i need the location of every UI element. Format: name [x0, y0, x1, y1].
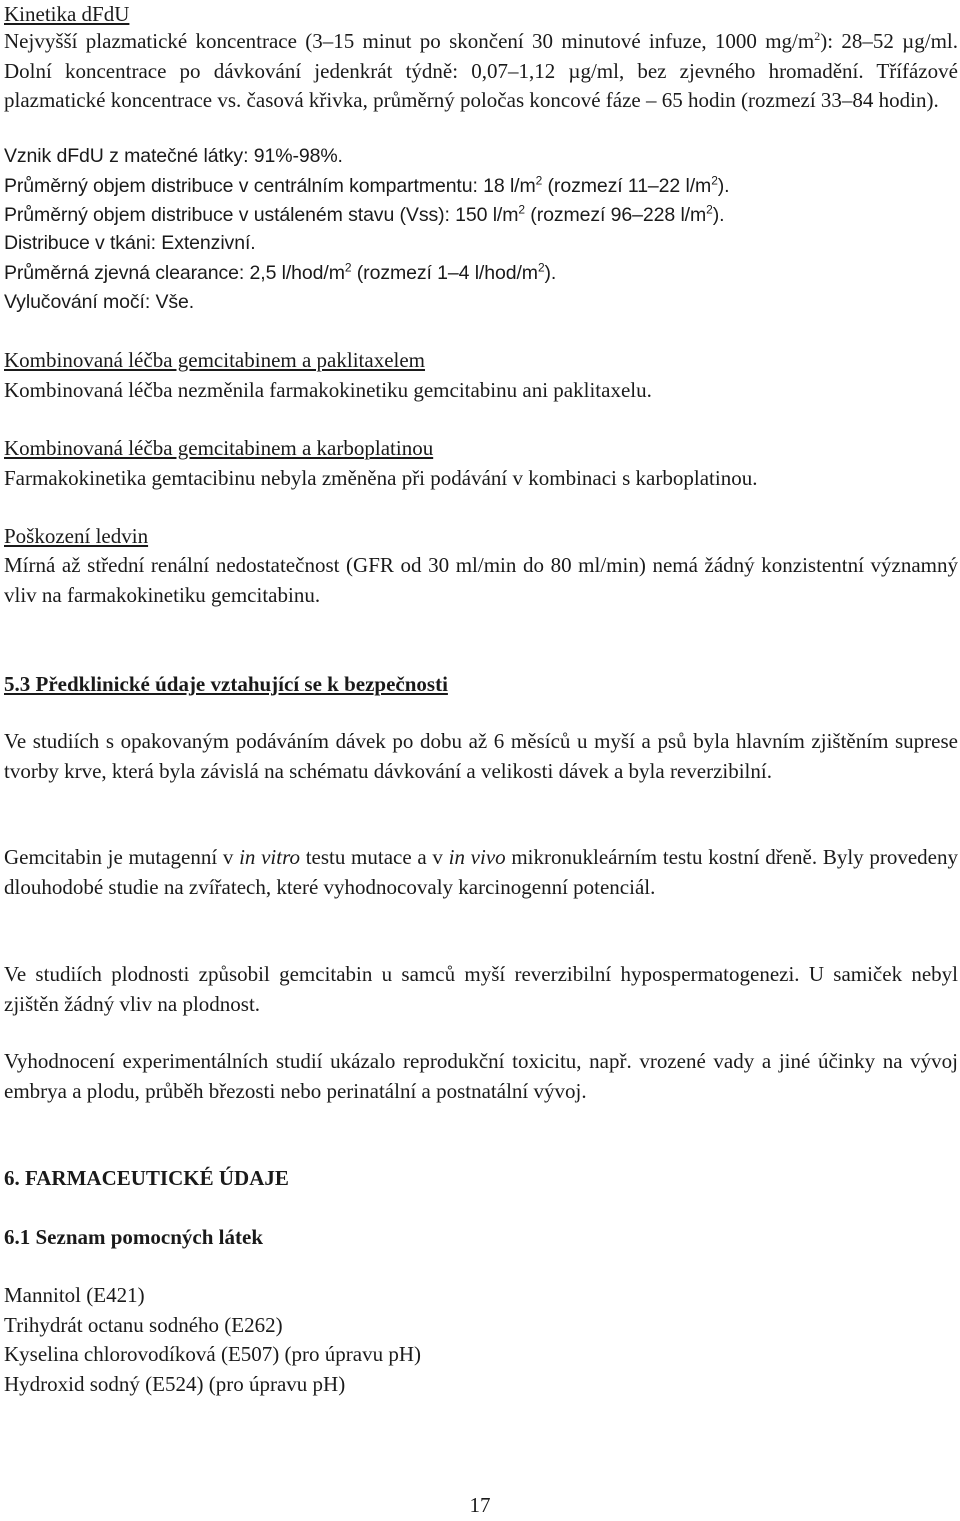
kinetika-objem-central — [4, 172, 729, 202]
kinetika-vylucovani: Vylučování močí: Vše. — [4, 291, 195, 313]
kinetika-vznik: Vznik dFdU z matečné látky: 91%-98%. — [4, 145, 343, 167]
kinetika-clearance — [4, 259, 556, 289]
list-item: Mannitol (E421) — [4, 1283, 145, 1307]
kinetika-distribuce: Distribuce v tkáni: Extenzivní. — [4, 232, 256, 254]
section-5-3-paragraph-2 — [4, 843, 958, 902]
p2-text-e: mikronukleárním testu kostní dřeně. Byly provedeny dlouhodobé studie na zvířatech, které vyhodnocovaly karcinogenní potenciál. — [4, 845, 959, 899]
superscript: 2 — [711, 173, 718, 188]
list-item: Kyselina chlorovodíková (E507) (pro úpravu pH) — [4, 1342, 421, 1366]
karboplatina-text: Farmakokinetika gemtacibinu nebyla změněna při podávání v kombinaci s karboplatinou. — [4, 466, 758, 490]
kinetika-objem-vss — [4, 201, 724, 231]
objem-vss-range: (rozmezí 96–228 l/m — [524, 204, 707, 226]
objem-central-range: (rozmezí 11–22 l/m — [542, 175, 712, 197]
p2-in-vivo: in vivo — [448, 845, 506, 869]
superscript: 2 — [344, 260, 352, 275]
section-5-3-paragraph-1: Ve studiích s opakovaným podáváním dávek po dobu až 6 měsíců u myší a psů byla hlavním zjištěním suprese tvorby krve, která byla závislá na schématu dávkování a velikosti dávek a byla reverzibilní. — [4, 729, 958, 783]
p2-text-a: Gemcitabin je mutagenní v — [4, 845, 240, 869]
list-item: Hydroxid sodný (E524) (pro úpravu pH) — [4, 1371, 346, 1396]
excipient-list — [4, 1281, 421, 1399]
kinetika-conc-text-b: ): 28–52 µg/ml. Dolní koncentrace po dávkování jedenkrát týdně: 0,07–1,12 µg/ml, bez zjevného hromadění. Třífázové plazmatické koncentrace vs. časová křivka, průměrný poločas koncové fáze – 65 hodin (rozmezí 33–84 hodin). — [4, 29, 958, 112]
kinetika-concentration-paragraph — [4, 27, 958, 116]
page-number: 17 — [469, 1493, 491, 1517]
karboplatina-heading: Kombinovaná léčba gemcitabinem a karboplatinou — [4, 436, 434, 460]
section-5-3-paragraph-4: Vyhodnocení experimentálních studií ukázalo reprodukční toxicitu, např. vrozené vady a jiné účinky na vývoj embrya a plodu, průběh březosti nebo perinatální a postnatální vývoj. — [4, 1049, 958, 1103]
superscript: 2 — [518, 202, 525, 217]
ledviny-heading: Poškození ledvin — [4, 524, 149, 548]
p2-in-vitro: in vitro — [239, 845, 300, 869]
superscript: 2 — [706, 202, 713, 217]
clearance-text: Průměrná zjevná clearance: 2,5 l/hod/m — [4, 262, 345, 284]
objem-vss-text: Průměrný objem distribuce v ustáleném stavu (Vss): 150 l/m — [4, 204, 519, 226]
objem-central-text: Průměrný objem distribuce v centrálním kompartmentu: 18 l/m — [4, 175, 536, 197]
clearance-end: ). — [544, 262, 557, 284]
kinetika-heading: Kinetika dFdU — [4, 2, 130, 26]
paklitaxel-heading: Kombinovaná léčba gemcitabinem a paklitaxelem — [4, 348, 426, 372]
list-item: Trihydrát octanu sodného (E262) — [4, 1312, 283, 1337]
objem-central-end: ). — [717, 175, 730, 197]
clearance-range: (rozmezí 1–4 l/hod/m — [351, 262, 538, 284]
superscript: 2 — [535, 173, 543, 188]
section-6-heading: 6. FARMACEUTICKÉ ÚDAJE — [4, 1166, 289, 1190]
p2-text-c: testu mutace a v — [300, 845, 449, 869]
superscript: 2 — [537, 260, 545, 275]
objem-vss-end: ). — [712, 204, 725, 226]
section-6-1-heading: 6.1 Seznam pomocných látek — [4, 1225, 263, 1249]
superscript: 2 — [814, 29, 821, 43]
paklitaxel-text: Kombinovaná léčba nezměnila farmakokinetiku gemcitabinu ani paklitaxelu. — [4, 378, 652, 402]
section-5-3-paragraph-3: Ve studiích plodnosti způsobil gemcitabin u samců myší reverzibilní hypospermatogenezi. U samiček nebyl zjištěn žádný vliv na plodnost. — [4, 962, 958, 1016]
section-5-3-heading: 5.3 Předklinické údaje vztahující se k bezpečnosti — [4, 672, 448, 696]
kinetika-conc-text-a: Nejvyšší plazmatické koncentrace (3–15 minut po skončení 30 minutové infuze, 1000 mg/m — [4, 29, 815, 53]
ledviny-text: Mírná až střední renální nedostatečnost (GFR od 30 ml/min do 80 ml/min) nemá žádný konzistentní významný vliv na farmakokinetiku gemcitabinu. — [4, 553, 958, 607]
